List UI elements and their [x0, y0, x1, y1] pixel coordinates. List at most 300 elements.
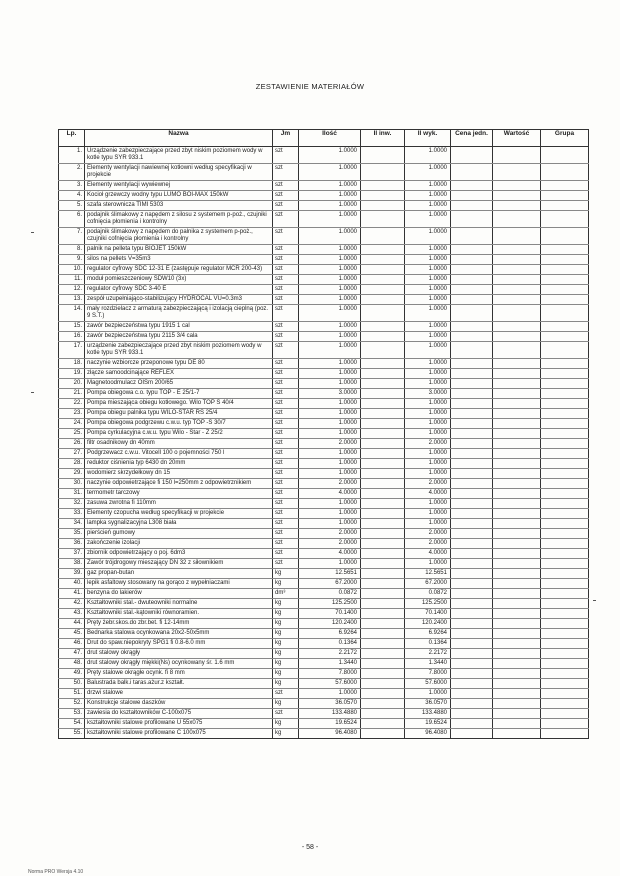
unit-price-cell	[451, 539, 493, 549]
value-cell	[493, 369, 541, 379]
material-name-cell: Elementy wentylacji wywiewnej	[85, 181, 273, 191]
unit-cell: szt	[273, 509, 299, 519]
row-number-cell: 40.	[59, 579, 85, 589]
quantity-cell: 120.2400	[299, 619, 361, 629]
row-number-cell: 30.	[59, 479, 85, 489]
material-name-cell: Pompa mieszająca obiegu kotłowego. Wilo TOP S 40/4	[85, 399, 273, 409]
table-row	[59, 659, 589, 669]
unit-cell: kg	[273, 599, 299, 609]
quantity-cell: 96.4080	[299, 729, 361, 739]
inventory-qty-cell	[361, 669, 405, 679]
material-name-cell: Pompa obiegowa c.o. typu TOP - E 25/1-7	[85, 389, 273, 399]
row-number-cell: 36.	[59, 539, 85, 549]
value-cell	[493, 729, 541, 739]
quantity-cell: 36.0570	[299, 699, 361, 709]
group-cell	[541, 359, 589, 369]
group-cell	[541, 479, 589, 489]
executed-qty-cell: 1.0000	[405, 305, 451, 322]
row-number-cell: 28.	[59, 459, 85, 469]
quantity-cell: 1.0000	[299, 275, 361, 285]
executed-qty-cell: 1.0000	[405, 449, 451, 459]
group-cell	[541, 389, 589, 399]
group-cell	[541, 659, 589, 669]
table-row	[59, 305, 589, 322]
row-number-cell: 19.	[59, 369, 85, 379]
group-cell	[541, 499, 589, 509]
unit-price-cell	[451, 599, 493, 609]
value-cell	[493, 549, 541, 559]
material-name-cell: reduktor ciśnienia typ 6430 dn 20mm	[85, 459, 273, 469]
table-row	[59, 439, 589, 449]
inventory-qty-cell	[361, 519, 405, 529]
executed-qty-cell: 1.0000	[405, 201, 451, 211]
inventory-qty-cell	[361, 589, 405, 599]
unit-cell: kg	[273, 609, 299, 619]
executed-qty-cell: 1.0000	[405, 191, 451, 201]
quantity-cell: 1.0000	[299, 559, 361, 569]
group-cell	[541, 469, 589, 479]
row-number-cell: 49.	[59, 669, 85, 679]
row-number-cell: 33.	[59, 509, 85, 519]
quantity-cell: 1.0000	[299, 499, 361, 509]
quantity-cell: 1.0000	[299, 399, 361, 409]
inventory-qty-cell	[361, 649, 405, 659]
material-name-cell: filtr osadnikowy dn 40mm	[85, 439, 273, 449]
inventory-qty-cell	[361, 489, 405, 499]
material-name-cell: Kocioł grzewczy wodny typu LUMO BOI-MAX 150kW	[85, 191, 273, 201]
unit-price-cell	[451, 689, 493, 699]
unit-price-cell	[451, 669, 493, 679]
material-name-cell: regulator cyfrowy SDC 12-31 E (zastępuje regulator MCR 200-43)	[85, 265, 273, 275]
material-name-cell: mały rozdzielacz z armaturą zabezpieczającą i izolacją cieplną (poz. 9 S.T.)	[85, 305, 273, 322]
material-name-cell: kształtowniki stalowe profilowane U 55x075	[85, 719, 273, 729]
unit-cell: szt	[273, 359, 299, 369]
row-number-cell: 10.	[59, 265, 85, 275]
inventory-qty-cell	[361, 709, 405, 719]
group-cell	[541, 709, 589, 719]
inventory-qty-cell	[361, 228, 405, 245]
unit-price-cell	[451, 369, 493, 379]
inventory-qty-cell	[361, 379, 405, 389]
table-row	[59, 399, 589, 409]
quantity-cell: 1.0000	[299, 519, 361, 529]
unit-cell: kg	[273, 659, 299, 669]
inventory-qty-cell	[361, 579, 405, 589]
table-row	[59, 699, 589, 709]
quantity-cell: 125.2500	[299, 599, 361, 609]
material-name-cell: Pręty stalowe okrągłe ocynk. fi 8 mm	[85, 669, 273, 679]
material-name-cell: gaz propan-butan	[85, 569, 273, 579]
unit-cell: szt	[273, 285, 299, 295]
table-row	[59, 379, 589, 389]
value-cell	[493, 589, 541, 599]
unit-price-cell	[451, 519, 493, 529]
quantity-cell: 1.0000	[299, 429, 361, 439]
value-cell	[493, 599, 541, 609]
unit-price-cell	[451, 629, 493, 639]
header-inventory-qty: Il inw.	[361, 130, 405, 147]
table-row	[59, 295, 589, 305]
material-name-cell: Urządzenie zabezpieczające przed zbyt niskim poziomem wody w kotle typu SYR 933.1	[85, 147, 273, 164]
row-number-cell: 42.	[59, 599, 85, 609]
inventory-qty-cell	[361, 479, 405, 489]
unit-price-cell	[451, 679, 493, 689]
value-cell	[493, 639, 541, 649]
row-number-cell: 23.	[59, 409, 85, 419]
group-cell	[541, 295, 589, 305]
material-name-cell: pierścień gumowy	[85, 529, 273, 539]
row-number-cell: 8.	[59, 245, 85, 255]
row-number-cell: 26.	[59, 439, 85, 449]
group-cell	[541, 449, 589, 459]
group-cell	[541, 322, 589, 332]
material-name-cell: termometr tarczowy	[85, 489, 273, 499]
value-cell	[493, 211, 541, 228]
executed-qty-cell: 1.0000	[405, 379, 451, 389]
inventory-qty-cell	[361, 429, 405, 439]
row-number-cell: 51.	[59, 689, 85, 699]
unit-price-cell	[451, 429, 493, 439]
unit-price-cell	[451, 295, 493, 305]
material-name-cell: zawiesia do kształtowników C-100x075	[85, 709, 273, 719]
inventory-qty-cell	[361, 359, 405, 369]
material-name-cell: podajnik ślimakowy z napędem z silosu z systemem p-poż., czujniki cofnięcia płomienia i kontrolny	[85, 211, 273, 228]
unit-price-cell	[451, 359, 493, 369]
material-name-cell: zakończenie izolacji	[85, 539, 273, 549]
unit-cell: kg	[273, 579, 299, 589]
group-cell	[541, 459, 589, 469]
material-name-cell: palnik na pelleta typu BIOJET 150kW	[85, 245, 273, 255]
inventory-qty-cell	[361, 389, 405, 399]
executed-qty-cell: 36.0570	[405, 699, 451, 709]
group-cell	[541, 679, 589, 689]
table-row	[59, 709, 589, 719]
material-name-cell: Bednarka stalowa ocynkowana 20x2-50x5mm	[85, 629, 273, 639]
unit-cell: szt	[273, 479, 299, 489]
header-lp: Lp.	[59, 130, 85, 147]
value-cell	[493, 332, 541, 342]
table-row	[59, 619, 589, 629]
executed-qty-cell: 0.1364	[405, 639, 451, 649]
material-name-cell: Konstrukcje stalowe daszków	[85, 699, 273, 709]
executed-qty-cell: 1.0000	[405, 181, 451, 191]
quantity-cell: 1.0000	[299, 191, 361, 201]
inventory-qty-cell	[361, 499, 405, 509]
executed-qty-cell: 7.8000	[405, 669, 451, 679]
row-number-cell: 5.	[59, 201, 85, 211]
quantity-cell: 1.0000	[299, 295, 361, 305]
table-row	[59, 228, 589, 245]
unit-cell: szt	[273, 379, 299, 389]
unit-price-cell	[451, 559, 493, 569]
quantity-cell: 2.2172	[299, 649, 361, 659]
table-row	[59, 469, 589, 479]
row-number-cell: 45.	[59, 629, 85, 639]
row-number-cell: 25.	[59, 429, 85, 439]
executed-qty-cell: 1.0000	[405, 245, 451, 255]
unit-cell: szt	[273, 459, 299, 469]
row-number-cell: 41.	[59, 589, 85, 599]
material-name-cell: benzyna do lakierów	[85, 589, 273, 599]
group-cell	[541, 729, 589, 739]
material-name-cell: Pompa obiegu palnika typu WILO-STAR RS 25/4	[85, 409, 273, 419]
quantity-cell: 1.0000	[299, 342, 361, 359]
table-row	[59, 559, 589, 569]
inventory-qty-cell	[361, 191, 405, 201]
table-row	[59, 147, 589, 164]
quantity-cell: 57.6000	[299, 679, 361, 689]
unit-cell: szt	[273, 429, 299, 439]
quantity-cell: 2.0000	[299, 479, 361, 489]
inventory-qty-cell	[361, 719, 405, 729]
group-cell	[541, 539, 589, 549]
margin-mark	[593, 600, 596, 601]
unit-price-cell	[451, 409, 493, 419]
table-row	[59, 499, 589, 509]
group-cell	[541, 332, 589, 342]
inventory-qty-cell	[361, 201, 405, 211]
unit-price-cell	[451, 489, 493, 499]
row-number-cell: 16.	[59, 332, 85, 342]
group-cell	[541, 509, 589, 519]
unit-cell: szt	[273, 469, 299, 479]
unit-cell: szt	[273, 499, 299, 509]
group-cell	[541, 649, 589, 659]
quantity-cell: 3.0000	[299, 389, 361, 399]
value-cell	[493, 164, 541, 181]
row-number-cell: 48.	[59, 659, 85, 669]
row-number-cell: 27.	[59, 449, 85, 459]
unit-cell: szt	[273, 539, 299, 549]
table-row	[59, 322, 589, 332]
value-cell	[493, 469, 541, 479]
value-cell	[493, 609, 541, 619]
quantity-cell: 4.0000	[299, 549, 361, 559]
value-cell	[493, 201, 541, 211]
executed-qty-cell: 125.2500	[405, 599, 451, 609]
value-cell	[493, 459, 541, 469]
executed-qty-cell: 1.0000	[405, 409, 451, 419]
unit-price-cell	[451, 549, 493, 559]
table-row	[59, 275, 589, 285]
unit-cell: szt	[273, 305, 299, 322]
material-name-cell: szafa sterownicza TIMI 5303	[85, 201, 273, 211]
executed-qty-cell: 1.0000	[405, 519, 451, 529]
unit-price-cell	[451, 245, 493, 255]
row-number-cell: 35.	[59, 529, 85, 539]
group-cell	[541, 399, 589, 409]
row-number-cell: 52.	[59, 699, 85, 709]
executed-qty-cell: 1.0000	[405, 255, 451, 265]
executed-qty-cell: 2.2172	[405, 649, 451, 659]
group-cell	[541, 689, 589, 699]
unit-cell: szt	[273, 519, 299, 529]
table-row	[59, 729, 589, 739]
value-cell	[493, 399, 541, 409]
row-number-cell: 53.	[59, 709, 85, 719]
unit-price-cell	[451, 639, 493, 649]
table-row	[59, 369, 589, 379]
unit-price-cell	[451, 147, 493, 164]
unit-price-cell	[451, 619, 493, 629]
table-row	[59, 211, 589, 228]
unit-cell: szt	[273, 275, 299, 285]
unit-price-cell	[451, 399, 493, 409]
value-cell	[493, 322, 541, 332]
executed-qty-cell: 1.0000	[405, 332, 451, 342]
unit-price-cell	[451, 659, 493, 669]
quantity-cell: 1.0000	[299, 147, 361, 164]
group-cell	[541, 409, 589, 419]
value-cell	[493, 342, 541, 359]
executed-qty-cell: 1.0000	[405, 459, 451, 469]
unit-price-cell	[451, 479, 493, 489]
unit-price-cell	[451, 228, 493, 245]
table-row	[59, 509, 589, 519]
executed-qty-cell: 70.1400	[405, 609, 451, 619]
quantity-cell: 133.4880	[299, 709, 361, 719]
inventory-qty-cell	[361, 181, 405, 191]
row-number-cell: 31.	[59, 489, 85, 499]
quantity-cell: 1.0000	[299, 409, 361, 419]
unit-cell: szt	[273, 439, 299, 449]
row-number-cell: 7.	[59, 228, 85, 245]
header-executed-qty: Il wyk.	[405, 130, 451, 147]
group-cell	[541, 265, 589, 275]
row-number-cell: 32.	[59, 499, 85, 509]
unit-price-cell	[451, 729, 493, 739]
material-name-cell: zasuwa zwrotna fi 110mm	[85, 499, 273, 509]
unit-cell: szt	[273, 211, 299, 228]
unit-cell: szt	[273, 449, 299, 459]
unit-cell: szt	[273, 419, 299, 429]
row-number-cell: 2.	[59, 164, 85, 181]
table-row	[59, 265, 589, 275]
row-number-cell: 4.	[59, 191, 85, 201]
unit-price-cell	[451, 332, 493, 342]
inventory-qty-cell	[361, 439, 405, 449]
quantity-cell: 1.0000	[299, 689, 361, 699]
margin-mark	[31, 232, 34, 233]
group-cell	[541, 305, 589, 322]
group-cell	[541, 699, 589, 709]
inventory-qty-cell	[361, 147, 405, 164]
group-cell	[541, 639, 589, 649]
inventory-qty-cell	[361, 529, 405, 539]
group-cell	[541, 191, 589, 201]
unit-price-cell	[451, 255, 493, 265]
quantity-cell: 1.0000	[299, 369, 361, 379]
unit-cell: kg	[273, 699, 299, 709]
inventory-qty-cell	[361, 322, 405, 332]
row-number-cell: 29.	[59, 469, 85, 479]
unit-price-cell	[451, 699, 493, 709]
quantity-cell: 1.0000	[299, 228, 361, 245]
material-name-cell: Elementy czopucha według specyfikacji w projekcie	[85, 509, 273, 519]
group-cell	[541, 609, 589, 619]
executed-qty-cell: 2.0000	[405, 539, 451, 549]
material-name-cell: kształtowniki stalowe profilowane C 100x075	[85, 729, 273, 739]
value-cell	[493, 579, 541, 589]
group-cell	[541, 181, 589, 191]
row-number-cell: 1.	[59, 147, 85, 164]
inventory-qty-cell	[361, 659, 405, 669]
executed-qty-cell: 1.0000	[405, 147, 451, 164]
executed-qty-cell: 120.2400	[405, 619, 451, 629]
header-quantity: Ilość	[299, 130, 361, 147]
row-number-cell: 12.	[59, 285, 85, 295]
material-name-cell: zespół uzupełniająco-stabilizujący HYDROCAL VU=0.3m3	[85, 295, 273, 305]
executed-qty-cell: 1.0000	[405, 359, 451, 369]
inventory-qty-cell	[361, 509, 405, 519]
row-number-cell: 15.	[59, 322, 85, 332]
unit-cell: dm³	[273, 589, 299, 599]
quantity-cell: 1.0000	[299, 164, 361, 181]
quantity-cell: 4.0000	[299, 489, 361, 499]
unit-cell: szt	[273, 245, 299, 255]
inventory-qty-cell	[361, 342, 405, 359]
quantity-cell: 2.0000	[299, 529, 361, 539]
material-name-cell: naczynie odpowietrzające fi 150 l=250mm z odpowietrznikiem	[85, 479, 273, 489]
row-number-cell: 11.	[59, 275, 85, 285]
executed-qty-cell: 1.0000	[405, 509, 451, 519]
executed-qty-cell: 1.0000	[405, 369, 451, 379]
group-cell	[541, 529, 589, 539]
executed-qty-cell: 0.0872	[405, 589, 451, 599]
unit-cell: szt	[273, 164, 299, 181]
unit-price-cell	[451, 719, 493, 729]
executed-qty-cell: 1.0000	[405, 499, 451, 509]
group-cell	[541, 285, 589, 295]
value-cell	[493, 265, 541, 275]
table-row	[59, 429, 589, 439]
inventory-qty-cell	[361, 729, 405, 739]
document-title: ZESTAWIENIE MATERIAŁÓW	[255, 82, 365, 91]
value-cell	[493, 679, 541, 689]
group-cell	[541, 379, 589, 389]
inventory-qty-cell	[361, 689, 405, 699]
unit-cell: szt	[273, 342, 299, 359]
quantity-cell: 1.3440	[299, 659, 361, 669]
value-cell	[493, 419, 541, 429]
executed-qty-cell: 2.0000	[405, 529, 451, 539]
table-row	[59, 519, 589, 529]
table-row	[59, 332, 589, 342]
unit-price-cell	[451, 649, 493, 659]
quantity-cell: 19.6524	[299, 719, 361, 729]
row-number-cell: 43.	[59, 609, 85, 619]
unit-price-cell	[451, 469, 493, 479]
table-row	[59, 419, 589, 429]
value-cell	[493, 305, 541, 322]
material-name-cell: moduł pomieszczeniowy SDW10 (3x)	[85, 275, 273, 285]
row-number-cell: 37.	[59, 549, 85, 559]
row-number-cell: 50.	[59, 679, 85, 689]
value-cell	[493, 147, 541, 164]
table-row	[59, 255, 589, 265]
table-row	[59, 201, 589, 211]
material-name-cell: urządzenie zabezpieczające przed zbyt niskim poziomem wody w kotle typu SYR 933.1	[85, 342, 273, 359]
material-name-cell: Elementy wentylacji nawiewnej kotłowni według specyfikacji w projekcie	[85, 164, 273, 181]
executed-qty-cell: 1.0000	[405, 295, 451, 305]
table-row	[59, 459, 589, 469]
inventory-qty-cell	[361, 459, 405, 469]
quantity-cell: 1.0000	[299, 509, 361, 519]
material-name-cell: zawór bezpieczeństwa typu 1915 1 cal	[85, 322, 273, 332]
quantity-cell: 12.5651	[299, 569, 361, 579]
quantity-cell: 1.0000	[299, 255, 361, 265]
quantity-cell: 7.8000	[299, 669, 361, 679]
